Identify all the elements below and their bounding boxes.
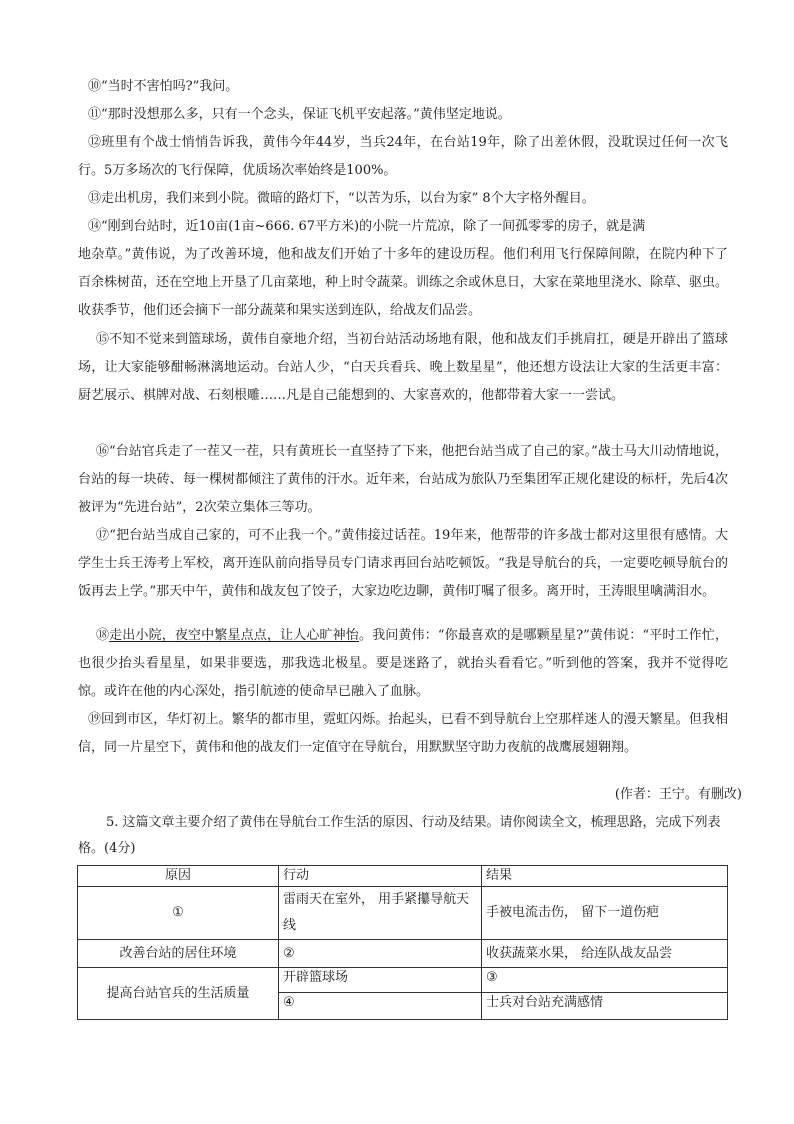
row1-action: 雷雨天在室外， 用手紧攥导航天线 [279,887,482,940]
row3-result-blank[interactable]: ③ [482,968,728,993]
paragraph-18-marker: ⑱ [96,628,110,643]
row1-reason-blank[interactable]: ① [78,887,279,940]
header-reason: 原因 [78,866,279,887]
author-note: (作者：王宁。有删改) [614,787,742,802]
question-5: 5. 这篇文章主要介绍了黄伟在导航台工作生活的原因、行动及结果。请你阅读全文，梳理思路，完成下列表格。(4分) [78,815,721,856]
paragraph-12: ⑫班里有个战士悄悄告诉我，黄伟今年44岁，当兵24年，在台站19年，除了出差休假，没耽误过任何一次飞行。5万多场次的飞行保障，优质场次率始终是100%。 [78,135,728,179]
row2-reason: 改善台站的居住环境 [78,940,279,968]
table-row [78,940,728,968]
header-action: 行动 [279,866,482,887]
row4-result: 士兵对台站充满感情 [482,993,728,1020]
paragraph-13: ⑬走出机房，我们来到小院。微暗的路灯下，“以苦为乐，以台为家” 8个大字格外醒目。 [88,191,595,206]
row2-action-blank[interactable]: ② [279,940,482,968]
table-row [78,968,728,993]
paragraph-15: ⑮不知不觉来到篮球场，黄伟自豪地介绍，当初台站活动场地有限，他和战友们手挑肩扛，硬是开辟出了篮球场，让大家能够酣畅淋漓地运动。台站人少，“白天兵看兵、晚上数星星”，他还想方设法让大家的生活更丰富：厨艺展示、棋牌对战、石刻根雕……凡是自己能想到的、大家喜欢的，他都带着大家一一尝试。 [78,332,728,404]
header-result: 结果 [482,866,728,887]
table-header-row [78,866,728,887]
paragraph-18 [78,622,728,707]
paragraph-10: ⑩“当时不害怕吗?”我问。 [88,79,239,94]
paragraph-11: ⑪“那时没想那么多，只有一个念头，保证飞机平安起落。”黄伟坚定地说。 [88,107,511,122]
row3-action: 开辟篮球场 [279,968,482,993]
answer-table [77,865,728,1020]
table-row [78,887,728,940]
paragraph-14-first-line: ⑭“刚到台站时，近10亩(1亩~666. 67平方米)的小院一片荒凉，除了一间孤零零的房子，就是满 [88,219,646,234]
paragraph-19: ⑲回到市区，华灯初上。繁华的都市里，霓虹闪烁。抬起头，已看不到导航台上空那样迷人的漫天繁星。但我相信，同一片星空下，黄伟和他的战友们一定值守在导航台，用默默坚守助力夜航的战鹰展翅翱翔。 [78,712,728,756]
paragraph-18-rest: 。我问黄伟：“你最喜欢的是哪颗星星?”黄伟说：“平时工作忙，也很少抬头看星星，如果非要选，那我选北极星。要是迷路了，就抬头看看它。”听到他的答案，我并不觉得吃惊。或许在他的内心深处，指引航迹的使命早已融入了血脉。 [78,628,728,700]
underlined-sentence: 走出小院，夜空中繁星点点，让人心旷神怡 [109,628,359,643]
paragraph-14-body: 地杂草。”黄伟说，为了改善环境，他和战友们开始了十多年的建设历程。他们利用飞行保障间隙，在院内种下了百余株树苗，还在空地上开垦了几亩菜地，种上时令蔬菜。训练之余或休息日，大家在菜地里浇水、除草、驱虫。收获季节，他们还会摘下一部分蔬菜和果实送到连队，给战友们品尝。 [78,247,729,319]
paragraph-16: ⑯“台站官兵走了一茬又一茬，只有黄班长一直坚持了下来，他把台站当成了自己的家。”战士马大川动情地说，台站的每一块砖、每一棵树都倾注了黄伟的汗水。近年来，台站成为旅队乃至集团军正规化建设的标杆，先后4次被评为“先进台站”，2次荣立集体三等功。 [78,444,728,516]
paragraph-17: ⑰“把台站当成自己家的，可不止我一个。”黄伟接过话茬。19年来，他帮带的许多战士都对这里很有感情。大学生士兵王涛考上军校，离开连队前向指导员专门请求再回台站吃顿饭。“我是导航台的兵，一定要吃顿导航台的饭再去上学。”那天中午，黄伟和战友包了饺子，大家边吃边聊，黄伟叮嘱了很多。离开时，王涛眼里噙满泪水。 [78,528,728,600]
row4-action-blank[interactable]: ④ [279,993,482,1020]
row2-result: 收获蔬菜水果， 给连队战友品尝 [482,940,728,968]
row1-result: 手被电流击伤， 留下一道伤疤 [482,887,728,940]
row3-reason: 提高台站官兵的生活质量 [78,968,279,1020]
